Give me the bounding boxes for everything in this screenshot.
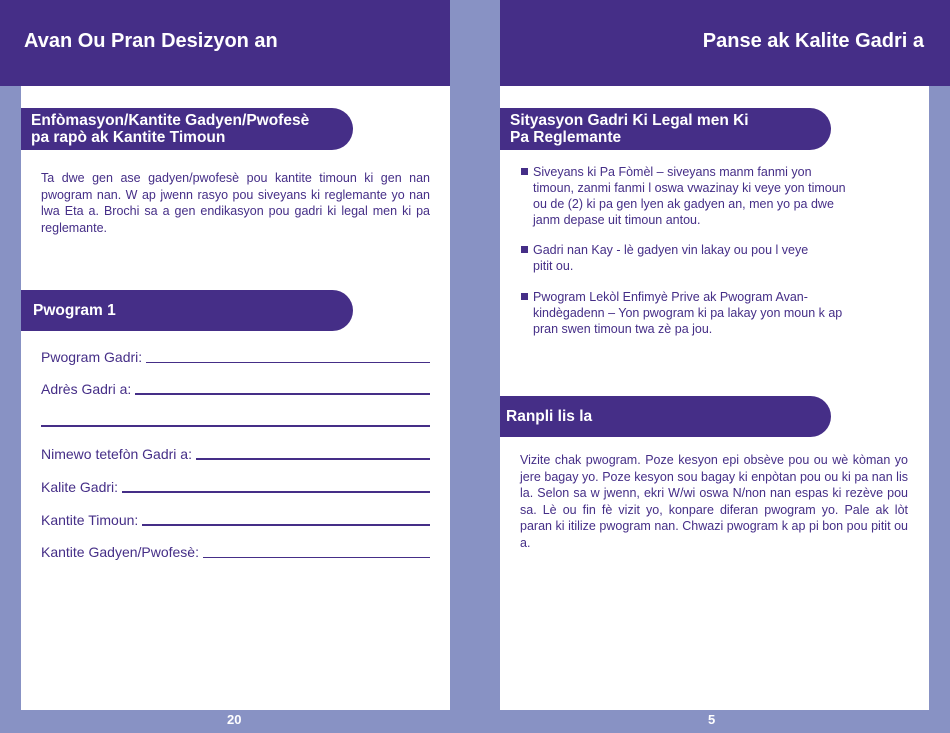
bullet-text: Pwogram Lekòl Enfimyè Prive ak Pwogram Avan- [533,290,808,304]
square-bullet-icon [521,168,528,175]
form-field-underline[interactable] [135,393,430,395]
staff-ratio-paragraph: Ta dwe gen ase gadyen/pwofesè pou kantite timoun ki gen nan pwogram nan. W ap jwenn rasyo pou siveyans ki reglemante yo nan lwa Eta a. Brochi sa a gen endikasyon pou gadri ki legal men ki pa reglemante. [41,171,430,235]
form-field-program-name[interactable] [41,344,430,364]
form-field-label: Adrès Gadri a: [41,381,132,397]
square-bullet-icon [521,293,528,300]
bullet-in-home-care [521,242,881,274]
right-header-title: Panse ak Kalite Gadri a [702,30,924,52]
section-title-program-1 [21,290,353,331]
bullet-text: pran swen timoun twa zè pa jou. [533,322,713,336]
section-title-line-1: Enfòmasyon/Kantite Gadyen/Pwofesè [31,112,310,129]
section-title-line-1: Sityasyon Gadri Ki Legal men Ki [510,112,749,129]
form-field-underline[interactable] [203,557,430,558]
form-field-label: Nimewo tetefòn Gadri a: [41,446,192,462]
form-field-underline[interactable] [146,362,430,363]
form-field-label: Kantite Timoun: [41,512,139,528]
section-title-staff-ratio [21,108,353,150]
form-field-label: Pwogram Gadri: [41,349,143,365]
bullet-informal-supervision [521,164,881,228]
bullet-text: pitit ou. [533,259,574,273]
bullet-text: timoun, zanmi fanmi l oswa vwazinay ki veye yon timoun [533,181,846,195]
checklist-paragraph: Vizite chak pwogram. Poze kesyon epi obsève pou ou wè kòman yo jere bagay yo. Poze kesyon sou bagay ki enpòtan pou ou ki pa nan lis la. Selon sa w jwenn, ekri W/wi oswa N/non nan espas ki rezève pou sa. Lè ou fin fè vizit yo, konpare diferan pwogram yo. Pale ak lòt paran ki itilize pwogram nan. Chwazi pwogram k ap pi bon pou pitit ou a. [520,453,908,550]
left-header-title: Avan Ou Pran Desizyon an [24,30,278,52]
section-title-text: Ranpli lis la [506,408,593,425]
form-field-label: Kalite Gadri: [41,479,119,495]
bullet-text: kindègadenn – Yon pwogram ki pa lakay yon moun k ap [533,306,843,320]
section-title-legal-unregulated [500,108,831,150]
form-field-underline[interactable] [142,524,430,526]
section-title-line-2: Pa Reglemante [510,129,622,146]
form-field-address-line-2[interactable] [41,425,430,427]
bullet-private-nursery [521,289,881,337]
left-header [0,0,450,86]
bullet-text: Siveyans ki Pa Fòmèl – siveyans manm fanmi yon [533,165,812,179]
form-field-label: Kantite Gadyen/Pwofesè: [41,544,199,560]
bullet-text: ou de (2) ki pa gen lyen ak gadyen an, men yo pa dwe [533,197,834,211]
form-field-address[interactable] [41,376,430,396]
right-header [500,0,950,86]
bullet-text: Gadri nan Kay - lè gadyen vin lakay ou pou l veye [533,243,809,257]
form-field-underline[interactable] [122,491,430,493]
section-title-text: Pwogram 1 [33,302,116,319]
form-field-underline[interactable] [196,458,430,460]
square-bullet-icon [521,246,528,253]
section-title-line-2: pa rapò ak Kantite Timoun [31,129,226,146]
bullet-text: janm depase uit timoun antou. [533,213,701,227]
form-field-type[interactable] [41,474,430,494]
form-field-children-count[interactable] [41,507,430,527]
form-field-phone[interactable] [41,441,430,461]
right-page-number: 5 [708,712,716,727]
section-title-fill-checklist [500,396,831,437]
left-page-number: 20 [227,712,242,727]
form-field-staff-count[interactable] [41,539,430,559]
